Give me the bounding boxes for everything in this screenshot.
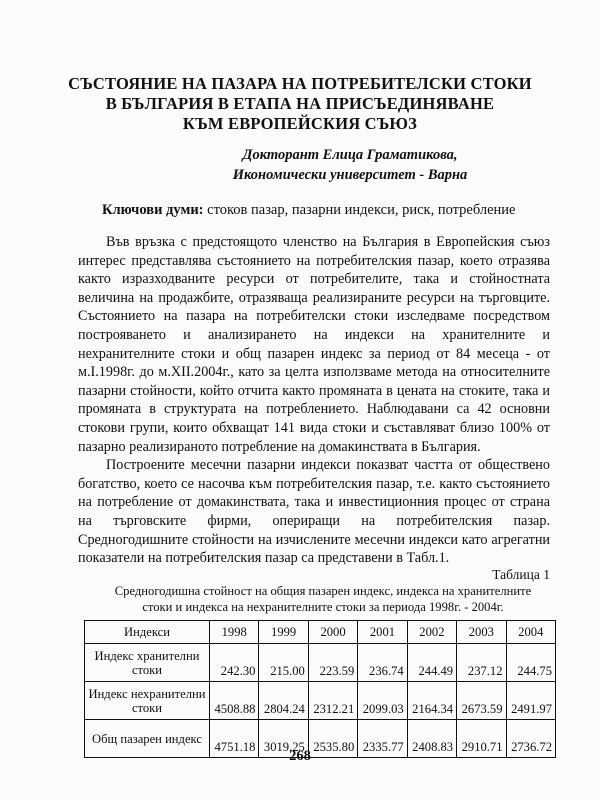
table-cell: 2804.24 xyxy=(259,682,308,720)
table-label: Таблица 1 xyxy=(492,567,550,582)
author-affiliation: Икономически университет - Варна xyxy=(232,167,468,183)
keywords-text: стоков пазар, пазарни индекси, риск, потребление xyxy=(203,202,516,218)
column-header: 1999 xyxy=(259,621,308,644)
table-cell: 2910.71 xyxy=(457,720,506,758)
column-header: 1998 xyxy=(210,621,259,644)
column-header: 2000 xyxy=(308,621,357,644)
article-title xyxy=(60,74,540,134)
column-header: 2004 xyxy=(506,621,555,644)
title-line: В БЪЛГАРИЯ В ЕТАПА НА ПРИСЪЕДИНЯВАНЕ xyxy=(105,94,495,113)
table-caption xyxy=(88,583,558,615)
column-header: 2002 xyxy=(407,621,456,644)
table-cell: 242.30 xyxy=(210,644,259,682)
paragraph: Във връзка с предстоящото членство на България в Европейския съюз интерес представлява състоянието на потребителския пазар, което отразява както изразходваните ресурси от потребителите, така и стойностната величина на продажбите, отразяваща реализираните ресурси на търговците. Състоянието на пазара на потребителски стоки изследваме посредством построяването и анализирането на индекси на хранителните и нехранителните стоки и общ пазарен индекс за период от 84 месеца - от м.I.1998г. до м.XII.2004г., като за целта използваме метода на относителните пазарни стойности, който отчита както промяната в цената на стоките, така и промяната в структурата на потреблението. Наблюдавани са 42 основни стокови групи, които обхващат 141 вида стоки и съставляват близо 100% от пазарно реализираното потребление на домакинствата в България. xyxy=(78,234,550,455)
table-cell: 237.12 xyxy=(457,644,506,682)
paragraph: Построените месечни пазарни индекси показват частта от обществено богатство, което се насочва към потребителския пазар, т.е. както състоянието на потребление от домакинствата, така и инвестиционния процес от страна на търговските фирми, опериращи на потребителския пазар. Средногодишните стойности на изчислените месечни индекси като агрегатни показатели на потребителския пазар са представени в Табл.1. xyxy=(78,457,550,567)
table-cell: 4751.18 xyxy=(210,720,259,758)
table-header-row xyxy=(85,621,556,644)
title-line: СЪСТОЯНИЕ НА ПАЗАРА НА ПОТРЕБИТЕЛСКИ СТОКИ xyxy=(68,74,532,93)
keywords-label: Ключови думи: xyxy=(102,202,204,218)
author-name: Докторант Елица Граматикова, xyxy=(242,147,458,163)
title-line: КЪМ ЕВРОПЕЙСКИЯ СЪЮЗ xyxy=(182,114,418,133)
table-cell: 2408.83 xyxy=(407,720,456,758)
table-cell: 2099.03 xyxy=(358,682,407,720)
row-label: Общ пазарен индекс xyxy=(85,720,210,758)
table-cell: 2164.34 xyxy=(407,682,456,720)
column-header: 2001 xyxy=(358,621,407,644)
author-block xyxy=(150,145,550,185)
body-text xyxy=(78,233,550,568)
table-cell: 2335.77 xyxy=(358,720,407,758)
column-header: 2003 xyxy=(457,621,506,644)
table-cell: 2736.72 xyxy=(506,720,555,758)
table-row xyxy=(85,644,556,682)
page-number: 268 xyxy=(289,748,311,764)
table-cell: 244.49 xyxy=(407,644,456,682)
row-label: Индекс хранителни стоки xyxy=(85,644,210,682)
table-cell: 2491.97 xyxy=(506,682,555,720)
table-cell: 4508.88 xyxy=(210,682,259,720)
table-cell: 2535.80 xyxy=(308,720,357,758)
keywords-line xyxy=(102,200,562,220)
table-cell: 236.74 xyxy=(358,644,407,682)
table-cell: 2673.59 xyxy=(457,682,506,720)
table-cell: 3019.25 xyxy=(259,720,308,758)
table-caption-line: стоки и индекса на нехранителните стоки за периода 1998г. - 2004г. xyxy=(142,600,504,614)
row-label: Индекс нехранителни стоки xyxy=(85,682,210,720)
column-header: Индекси xyxy=(85,621,210,644)
index-table xyxy=(84,620,556,758)
table-cell: 223.59 xyxy=(308,644,357,682)
table-row xyxy=(85,682,556,720)
table-cell: 2312.21 xyxy=(308,682,357,720)
table-caption-line: Средногодишна стойност на общия пазарен индекс, индекса на хранителните xyxy=(114,584,532,598)
table-cell: 215.00 xyxy=(259,644,308,682)
table-cell: 244.75 xyxy=(506,644,555,682)
